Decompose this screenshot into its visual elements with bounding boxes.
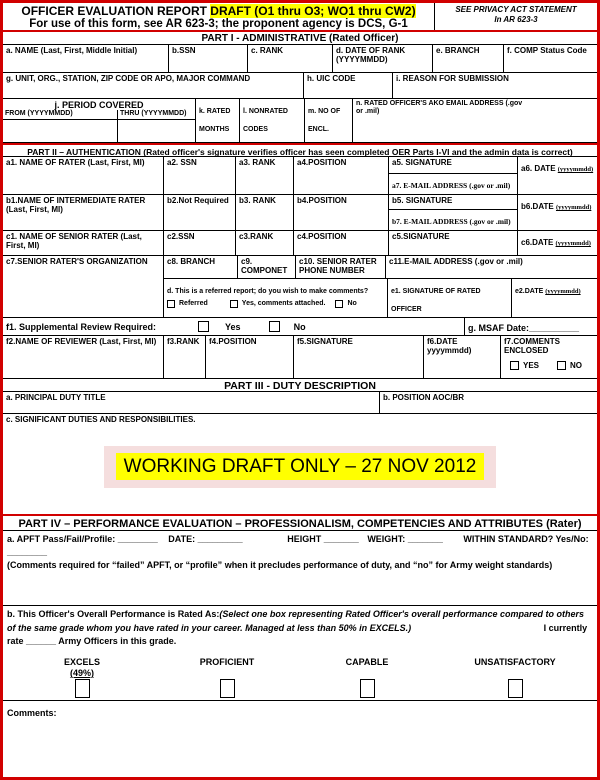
field-rated-officer-email[interactable] [353, 99, 597, 142]
privacy-line1: SEE PRIVACY ACT STATEMENT [455, 5, 577, 14]
int-rater-date-label: b6.DATE [521, 202, 556, 211]
field-period-thru[interactable] [118, 110, 195, 142]
field-rated-officer-date[interactable] [512, 279, 597, 317]
field-ssn[interactable] [169, 45, 248, 72]
no-comments-checkbox[interactable] [335, 300, 343, 308]
field-referred-report [164, 279, 388, 317]
overall-paragraph [7, 608, 593, 649]
rater-position-label: a4.POSITION [297, 158, 347, 167]
field-sr-rater-position[interactable] [294, 231, 389, 255]
field-sr-rater-component[interactable] [238, 256, 296, 278]
apft-height-label: HEIGHT [287, 534, 322, 544]
working-draft-banner-text: WORKING DRAFT ONLY – 27 NOV 2012 [116, 453, 485, 480]
apft-label: a. APFT Pass/Fail/Profile: [7, 534, 116, 544]
field-int-rater-email[interactable] [389, 210, 517, 230]
apft-date-label: DATE: [168, 534, 196, 544]
field-rated-officer-signature[interactable] [388, 279, 512, 317]
field-sr-rater-org[interactable] [3, 256, 164, 317]
period-covered-label: j. PERIOD COVERED [54, 100, 144, 110]
field-reason-label: i. REASON FOR SUBMISSION [396, 74, 509, 83]
field-nonrated-codes[interactable] [240, 99, 305, 142]
field-rater-signature-block [389, 157, 518, 194]
field-branch[interactable] [433, 45, 504, 72]
rater-date-format: (yyyymmdd) [557, 166, 594, 173]
field-int-rater-signature-block [389, 195, 518, 230]
field-period-from[interactable] [3, 110, 118, 142]
part2-row-d-e [164, 278, 597, 317]
period-from-label: FROM (YYYYMMDD) [3, 110, 117, 120]
field-int-rater-signature[interactable] [389, 195, 517, 210]
field-rater-signature[interactable] [389, 157, 517, 174]
part2-header: PART II – AUTHENTICATION (Rated officer's signature verifies officer has seen completed OER Parts I-VI and the admin data is correct) [3, 143, 597, 157]
msaf-date-label: g. MSAF Date:__________ [468, 322, 580, 333]
form-subtitle: For use of this form, see AR 623-3; the proponent agency is DCS, G-1 [29, 18, 408, 30]
supplemental-no-label: No [293, 321, 306, 332]
field-rater-email[interactable] [389, 174, 517, 194]
supplemental-review-label: f1. Supplemental Review Required: [6, 321, 157, 332]
field-int-rater-rank[interactable] [236, 195, 294, 230]
reviewer-date-label: f6.DATE yyyymmdd) [427, 337, 472, 356]
form-title [3, 4, 434, 18]
rating-options-row [7, 657, 593, 702]
int-rater-signature-label: b5. SIGNATURE [392, 196, 453, 205]
field-date-of-rank-label: d. DATE OF RANK (YYYYMMDD) [336, 46, 406, 65]
field-reviewer-position[interactable] [206, 336, 294, 378]
significant-duties-label: c. SIGNIFICANT DUTIES AND RESPONSIBILITIES. [6, 415, 196, 424]
field-sr-rater-date[interactable] [518, 231, 597, 255]
field-sr-rater-phone[interactable] [296, 256, 386, 278]
sr-rater-email-label: c11.E-MAIL ADDRESS (.gov or .mil) [389, 257, 523, 266]
proficient-label: PROFICIENT [199, 656, 255, 667]
field-sr-rater-rank[interactable] [236, 231, 294, 255]
unsatisfactory-checkbox[interactable] [508, 679, 523, 698]
rated-months-label: k. RATED MONTHS [199, 108, 231, 133]
sr-rater-phone-label: c10. SENIOR RATER PHONE NUMBER [299, 257, 377, 276]
excels-sub-label: (49%) [69, 667, 94, 678]
field-unit-label: g. UNIT, ORG., STATION, ZIP CODE OR APO, MAJOR COMMAND [6, 74, 251, 83]
part1-row-a [3, 45, 597, 73]
rated-officer-date-format: (yyyymmdd) [545, 288, 581, 295]
part4-header: PART IV – PERFORMANCE EVALUATION – PROFESSIONALISM, COMPETENCIES AND ATTRIBUTES (Rater) [3, 514, 597, 531]
field-msaf-date[interactable] [465, 318, 597, 336]
field-reviewer-rank[interactable] [164, 336, 206, 378]
privacy-note [435, 3, 597, 30]
part4-apft-section [3, 531, 597, 606]
no-comments-label: No [347, 300, 357, 307]
comments-enclosed-no-label: NO [570, 361, 583, 371]
privacy-line2: In AR 623-3 [494, 15, 538, 25]
period-covered-sub [3, 110, 195, 142]
part1-row-g [3, 73, 597, 99]
field-sr-rater-email[interactable] [386, 256, 597, 278]
field-position-aoc[interactable] [380, 392, 597, 413]
part3-header: PART III - DUTY DESCRIPTION [3, 379, 597, 392]
rating-option-excels [7, 657, 157, 702]
position-aoc-label: b. POSITION AOC/BR [383, 393, 465, 402]
field-comp-status-label: f. COMP Status Code [507, 46, 587, 55]
field-period-covered [3, 99, 196, 142]
apft-line [7, 533, 593, 559]
part2-row-b [3, 195, 597, 231]
overall-lead: b. This Officer's Overall Performance is Rated As: [7, 609, 220, 619]
field-rater-name[interactable] [3, 157, 164, 194]
rating-option-proficient [157, 657, 297, 702]
field-branch-label: e. BRANCH [436, 46, 480, 55]
sr-rater-name-label: c1. NAME OF SENIOR RATER (Last, First, MI) [6, 232, 142, 251]
part4-overall-section [3, 606, 597, 701]
sr-rater-org-label: c7.SENIOR RATER'S ORGANIZATION [6, 257, 148, 266]
rating-option-capable [297, 657, 437, 702]
working-draft-banner [104, 446, 496, 488]
rater-name-label: a1. NAME OF RATER (Last, First, MI) [6, 158, 145, 167]
rater-ssn-label: a2. SSN [167, 158, 197, 167]
rated-officer-email-label: n. RATED OFFICER'S AKO EMAIL ADDRESS (.gov or .mil) [356, 100, 523, 116]
field-reviewer-date[interactable] [424, 336, 501, 378]
apft-note: (Comments required for “failed” APFT, or “profile” when it precludes performance of duty, and “no” for Army weight standards) [7, 560, 553, 571]
comments-enclosed-yes-checkbox[interactable] [510, 361, 519, 370]
int-rater-position-label: b4.POSITION [297, 196, 347, 205]
int-rater-date-format: (yyyymmdd) [555, 204, 592, 211]
referred-checkbox[interactable] [167, 300, 175, 308]
form-header [3, 3, 597, 32]
apft-weight-blank[interactable]: _______ [407, 534, 443, 544]
field-sr-rater-ssn[interactable] [164, 231, 236, 255]
currently-rate-post: Army Officers in this grade. [58, 636, 177, 646]
field-ssn-label: b.SSN [172, 46, 196, 55]
field-rank[interactable] [248, 45, 333, 72]
rating-option-unsatisfactory [437, 657, 593, 702]
apft-blank[interactable]: ________ [117, 534, 158, 544]
reviewer-signature-label: f5.SIGNATURE [297, 337, 353, 346]
field-unit[interactable] [3, 73, 304, 98]
field-int-rater-date[interactable] [518, 195, 597, 230]
part3-row-a [3, 392, 597, 414]
rater-email-label: a7. E-MAIL ADDRESS (.gov or .mil) [392, 181, 511, 190]
apft-date-blank[interactable]: _________ [197, 534, 243, 544]
field-int-rater-position[interactable] [294, 195, 389, 230]
sr-rater-branch-label: c8. BRANCH [167, 257, 216, 266]
field-name-label: a. NAME (Last, First, Middle Initial) [6, 46, 138, 55]
capable-checkbox[interactable] [360, 679, 375, 698]
excels-checkbox[interactable] [75, 679, 90, 698]
period-thru-label: THRU (YYYYMMDD) [118, 110, 195, 120]
apft-height-blank[interactable]: _______ [323, 534, 359, 544]
overall-italic-note: (Select one box representing Rated Officer's overall performance compared to others of the same grade whom you have rated in your career. Managed at less than 50% in EXCELS.) [7, 609, 584, 633]
sr-rater-date-label: c6.DATE [521, 238, 556, 247]
field-reviewer-name[interactable] [3, 336, 164, 378]
form-title-text: OFFICER EVALUATION REPORT [21, 4, 211, 18]
field-comments-enclosed [501, 336, 597, 378]
draft-highlight: DRAFT (O1 thru O3; WO1 thru CW2) [210, 4, 416, 18]
referred-label: Referred [179, 300, 208, 307]
excels-label: EXCELS [63, 656, 100, 667]
rater-date-label: a6. DATE [521, 164, 558, 173]
reviewer-name-label: f2.NAME OF REVIEWER (Last, First, MI) [6, 337, 157, 346]
reviewer-rank-label: f3.RANK [167, 337, 200, 346]
field-reason[interactable] [393, 73, 597, 98]
principal-duty-title-label: a. PRINCIPAL DUTY TITLE [6, 393, 106, 402]
field-int-rater-ssn[interactable] [164, 195, 236, 230]
nonrated-codes-label: l. NONRATED CODES [243, 108, 288, 133]
field-sr-rater-signature[interactable] [389, 231, 518, 255]
rater-rank-label: a3. RANK [239, 158, 276, 167]
reviewer-position-label: f4.POSITION [209, 337, 257, 346]
rated-officer-signature-label: e1. SIGNATURE OF RATED OFFICER [391, 288, 481, 313]
field-sr-rater-branch[interactable] [164, 256, 238, 278]
field-rater-position[interactable] [294, 157, 389, 194]
comments-enclosed-label: f7.COMMENTS ENCLOSED [504, 337, 560, 356]
field-rater-rank[interactable] [236, 157, 294, 194]
field-int-rater-name[interactable] [3, 195, 164, 230]
sr-rater-date-format: (yyyymmdd) [555, 240, 591, 247]
field-no-of-encl[interactable] [305, 99, 353, 142]
field-rank-label: c. RANK [251, 46, 284, 55]
sr-rater-rank-label: c3.RANK [239, 232, 274, 241]
field-comp-status[interactable] [504, 45, 597, 72]
no-of-encl-label: m. NO OF ENCL. [308, 108, 341, 133]
apft-weight-label: WEIGHT: [367, 534, 406, 544]
part2-row-a [3, 157, 597, 195]
field-significant-duties[interactable] [3, 414, 597, 514]
yes-comments-checkbox[interactable] [230, 300, 238, 308]
field-principal-duty-title[interactable] [3, 392, 380, 413]
apft-standard-label: WITHIN STANDARD? Yes/No: [463, 534, 589, 544]
form-title-block [3, 3, 435, 30]
sr-rater-signature-label: c5.SIGNATURE [392, 232, 450, 241]
field-rater-date[interactable] [518, 157, 597, 194]
comments-label: Comments: [7, 708, 57, 718]
currently-rate-blank[interactable]: ______ [26, 636, 57, 646]
proficient-checkbox[interactable] [220, 679, 235, 698]
int-rater-email-label: b7. E-MAIL ADDRESS (.gov or .mil) [392, 217, 511, 226]
part2-row-f1 [3, 318, 597, 336]
int-rater-name-label: b1.NAME OF INTERMEDIATE RATER (Last, First, MI) [6, 196, 146, 215]
rater-signature-label: a5. SIGNATURE [392, 158, 452, 167]
field-uic-label: h. UIC CODE [307, 74, 356, 83]
supplemental-no-checkbox[interactable] [269, 321, 280, 332]
field-rated-months[interactable] [196, 99, 240, 142]
part1-header: PART I - ADMINISTRATIVE (Rated Officer) [3, 32, 597, 45]
part2-row-c8-c11 [164, 256, 597, 278]
supplemental-yes-checkbox[interactable] [198, 321, 209, 332]
part2-row-f2 [3, 336, 597, 379]
field-date-of-rank[interactable] [333, 45, 433, 72]
part2-row-c [3, 231, 597, 256]
comments-enclosed-no-checkbox[interactable] [557, 361, 566, 370]
capable-label: CAPABLE [345, 656, 389, 667]
part2-row-c7-d [3, 256, 597, 318]
apft-standard-blank[interactable]: ________ [7, 547, 48, 558]
unsatisfactory-label: UNSATISFACTORY [474, 656, 556, 667]
int-rater-rank-label: b3. RANK [239, 196, 276, 205]
field-comments[interactable] [3, 701, 597, 780]
referred-question-label: d. This is a referred report; do you wish to make comments? [167, 288, 369, 295]
sr-rater-position-label: c4.POSITION [297, 232, 347, 241]
sr-rater-component-label: c9. COMPONET [241, 257, 288, 276]
field-supplemental-review [3, 318, 465, 335]
comments-enclosed-yes-label: YES [523, 361, 540, 371]
field-sr-rater-name[interactable] [3, 231, 164, 255]
yes-comments-label: Yes, comments attached. [241, 300, 326, 307]
field-reviewer-signature[interactable] [294, 336, 424, 378]
rated-officer-date-label: e2.DATE [515, 288, 546, 295]
currently-rate-label: I currently rate [7, 622, 588, 646]
int-rater-ssn-label: b2.Not Required [167, 196, 229, 205]
part1-row-j [3, 99, 597, 143]
field-rater-ssn[interactable] [164, 157, 236, 194]
field-uic[interactable] [304, 73, 393, 98]
sr-rater-ssn-label: c2.SSN [167, 232, 195, 241]
field-name[interactable] [3, 45, 169, 72]
supplemental-yes-label: Yes [225, 321, 241, 332]
